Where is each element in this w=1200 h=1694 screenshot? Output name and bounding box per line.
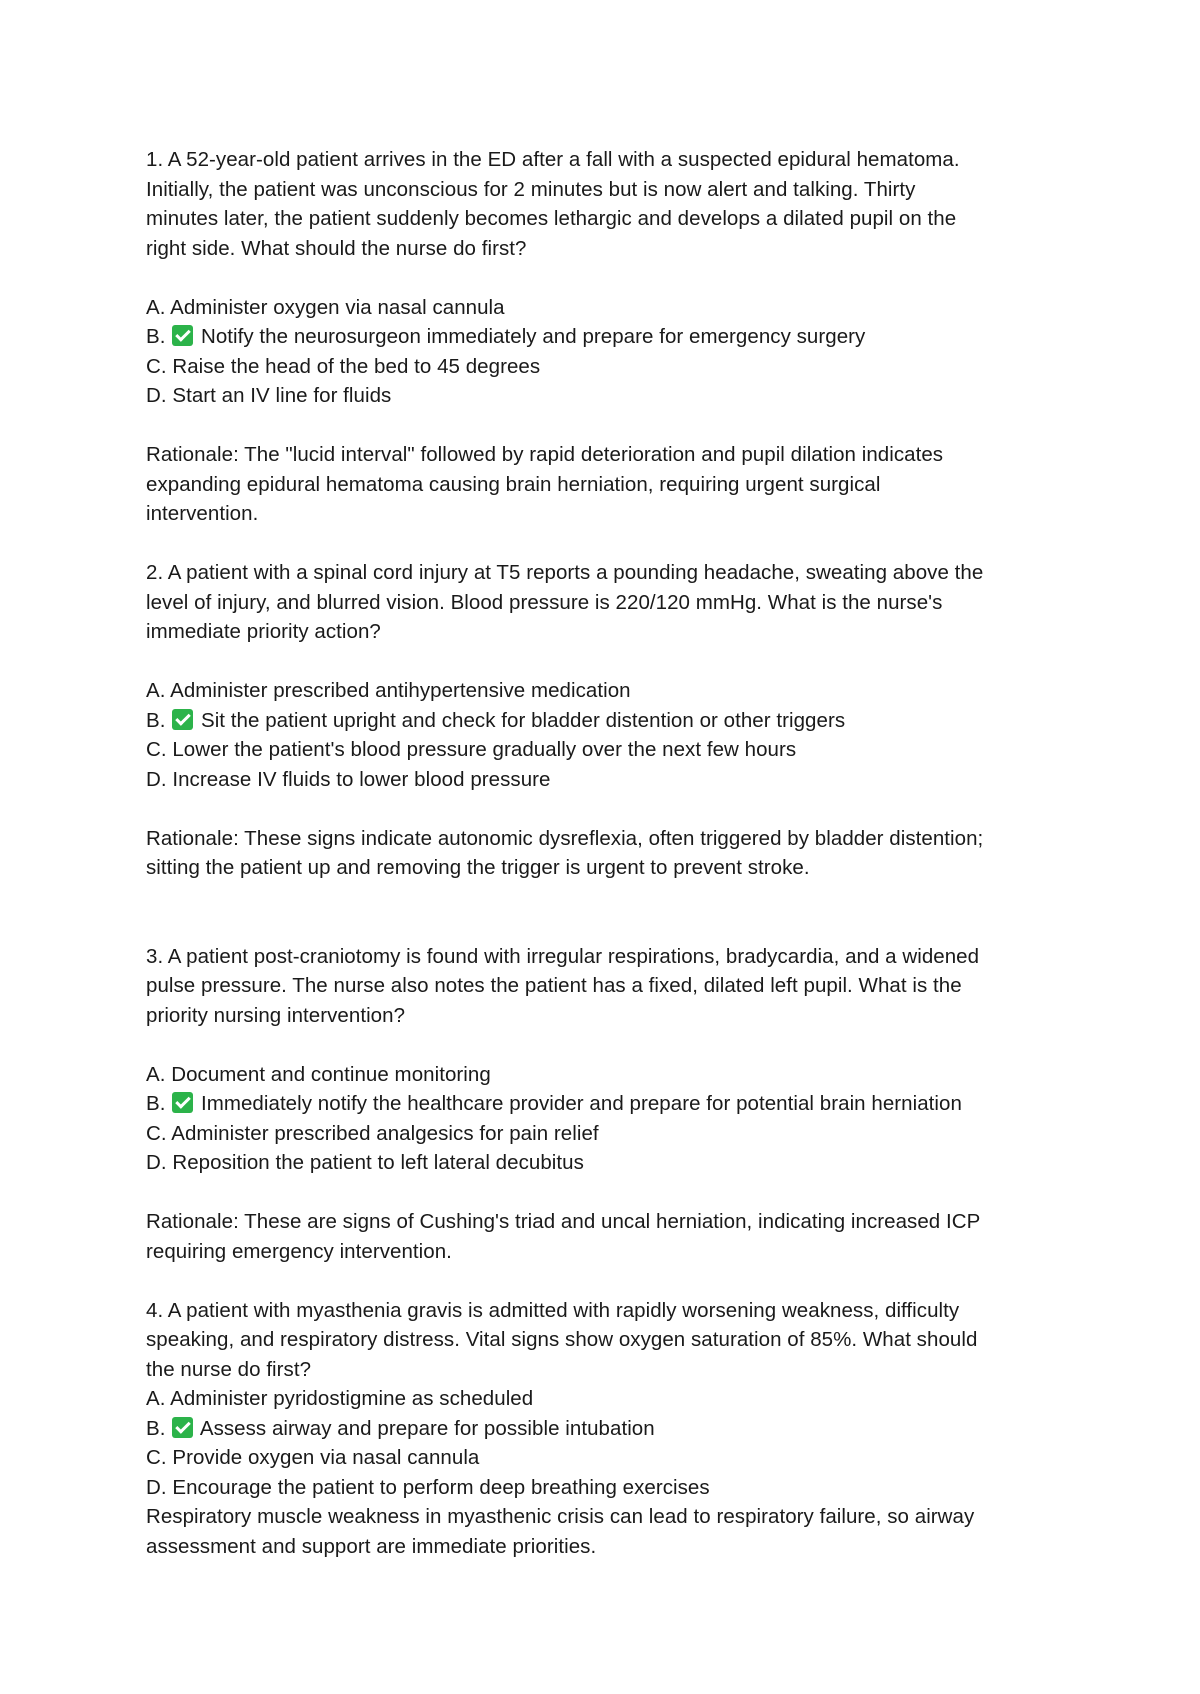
- option-text: Increase IV fluids to lower blood pressure: [172, 767, 551, 791]
- question-2-stem-line-1: 2. A patient with a spinal cord injury at T5 reports a pounding headache, sweating above the: [146, 561, 984, 584]
- question-3-stem-line-1: 3. A patient post-craniotomy is found with irregular respirations, bradycardia, and a widened: [146, 944, 980, 968]
- question-4-stem-line-3: the nurse do first?: [146, 1357, 312, 1381]
- question-2-rationale-line-2: sitting the patient up and removing the trigger is urgent to prevent stroke.: [146, 856, 810, 879]
- option-letter: B.: [146, 1092, 166, 1115]
- question-4-option-a: [146, 1384, 1066, 1414]
- question-1-rationale-line-1: Rationale: The "lucid interval" followed by rapid deterioration and pupil dilation indicates: [146, 443, 944, 466]
- question-2-stem-line-3: immediate priority action?: [146, 620, 381, 643]
- question-3-rationale-line-1: Rationale: These are signs of Cushing's triad and uncal herniation, indicating increased ICP: [146, 1210, 981, 1233]
- option-text: Lower the patient's blood pressure gradually over the next few hours: [172, 738, 797, 761]
- question-4-stem-line-1: 4. A patient with myasthenia gravis is admitted with rapidly worsening weakness, difficulty: [146, 1298, 960, 1322]
- question-1-stem-line-4: right side. What should the nurse do first?: [146, 236, 527, 260]
- question-3-option-a: [146, 1060, 1066, 1090]
- option-text: Assess airway and prepare for possible intubation: [199, 1416, 655, 1440]
- question-3-stem-line-2: pulse pressure. The nurse also notes the patient has a fixed, dilated left pupil. What is the: [146, 974, 962, 997]
- option-letter: B.: [146, 1416, 166, 1440]
- question-3-stem-line-3: priority nursing intervention?: [146, 1003, 406, 1027]
- question-4-rationale-line-1: Respiratory muscle weakness in myasthenic crisis can lead to respiratory failure, so airway: [146, 1505, 975, 1528]
- option-text: Provide oxygen via nasal cannula: [172, 1446, 480, 1469]
- question-2-option-c: [146, 735, 1066, 765]
- option-text: Administer oxygen via nasal cannula: [170, 295, 505, 319]
- question-3-rationale-line-2: requiring emergency intervention.: [146, 1239, 452, 1263]
- question-2-stem-line-2: level of injury, and blurred vision. Blood pressure is 220/120 mmHg. What is the nurse's: [146, 590, 943, 614]
- document-page: [146, 145, 1066, 1561]
- question-3: [146, 942, 1066, 1267]
- question-1-option-d: [146, 381, 1066, 411]
- option-text: Raise the head of the bed to 45 degrees: [172, 354, 541, 378]
- option-text: Encourage the patient to perform deep breathing exercises: [172, 1475, 710, 1499]
- option-letter: C.: [146, 738, 167, 761]
- question-1-option-b: [146, 322, 1066, 352]
- question-3-option-c: [146, 1119, 1066, 1149]
- option-letter: A.: [146, 1062, 166, 1086]
- question-1-stem-line-1: 1. A 52-year-old patient arrives in the ED after a fall with a suspected epidural hematoma.: [146, 148, 960, 171]
- option-text: Document and continue monitoring: [171, 1062, 491, 1086]
- option-letter: D.: [146, 1151, 167, 1174]
- question-2-rationale-line-1: Rationale: These signs indicate autonomic dysreflexia, often triggered by bladder distention;: [146, 826, 984, 850]
- option-text: Sit the patient upright and check for bladder distention or other triggers: [200, 708, 846, 732]
- option-text: Start an IV line for fluids: [172, 384, 392, 407]
- green-check-icon: [172, 325, 193, 346]
- option-text: Administer prescribed analgesics for pain relief: [171, 1121, 599, 1145]
- option-letter: B.: [146, 325, 166, 348]
- green-check-icon: [172, 1092, 193, 1113]
- option-letter: A.: [146, 1387, 166, 1410]
- question-2: [146, 558, 1066, 883]
- option-text: Immediately notify the healthcare provider and prepare for potential brain herniation: [200, 1092, 962, 1115]
- option-letter: A.: [146, 679, 166, 702]
- green-check-icon: [172, 1417, 193, 1438]
- question-3-option-b: [146, 1089, 1066, 1119]
- question-1: [146, 145, 1066, 529]
- option-letter: D.: [146, 384, 167, 407]
- question-4-option-d: [146, 1473, 1066, 1503]
- option-letter: D.: [146, 1475, 167, 1499]
- question-4-rationale-line-2: assessment and support are immediate priorities.: [146, 1534, 597, 1558]
- option-letter: C.: [146, 1121, 167, 1145]
- option-text: Reposition the patient to left lateral decubitus: [172, 1151, 584, 1174]
- option-letter: B.: [146, 708, 166, 732]
- green-check-icon: [172, 709, 193, 730]
- option-letter: C.: [146, 1446, 167, 1469]
- question-4: [146, 1296, 1066, 1562]
- question-4-stem-line-2: speaking, and respiratory distress. Vital signs show oxygen saturation of 85%. What should: [146, 1328, 978, 1351]
- question-4-option-b: [146, 1414, 1066, 1444]
- question-1-option-c: [146, 352, 1066, 382]
- question-1-stem-line-3: minutes later, the patient suddenly becomes lethargic and develops a dilated pupil on the: [146, 207, 957, 230]
- question-1-option-a: [146, 293, 1066, 323]
- question-2-option-a: [146, 676, 1066, 706]
- option-text: Notify the neurosurgeon immediately and prepare for emergency surgery: [200, 325, 866, 348]
- option-text: Administer pyridostigmine as scheduled: [170, 1387, 534, 1410]
- question-1-rationale-line-2: expanding epidural hematoma causing brain herniation, requiring urgent surgical: [146, 472, 881, 496]
- option-letter: C.: [146, 354, 167, 378]
- question-2-option-d: [146, 765, 1066, 795]
- option-text: Administer prescribed antihypertensive medication: [170, 679, 631, 702]
- question-2-option-b: [146, 706, 1066, 736]
- option-letter: D.: [146, 767, 167, 791]
- question-1-stem-line-2: Initially, the patient was unconscious for 2 minutes but is now alert and talking. Thirty: [146, 177, 916, 201]
- question-1-rationale-line-3: intervention.: [146, 502, 259, 525]
- question-4-option-c: [146, 1443, 1066, 1473]
- question-3-option-d: [146, 1148, 1066, 1178]
- option-letter: A.: [146, 295, 166, 319]
